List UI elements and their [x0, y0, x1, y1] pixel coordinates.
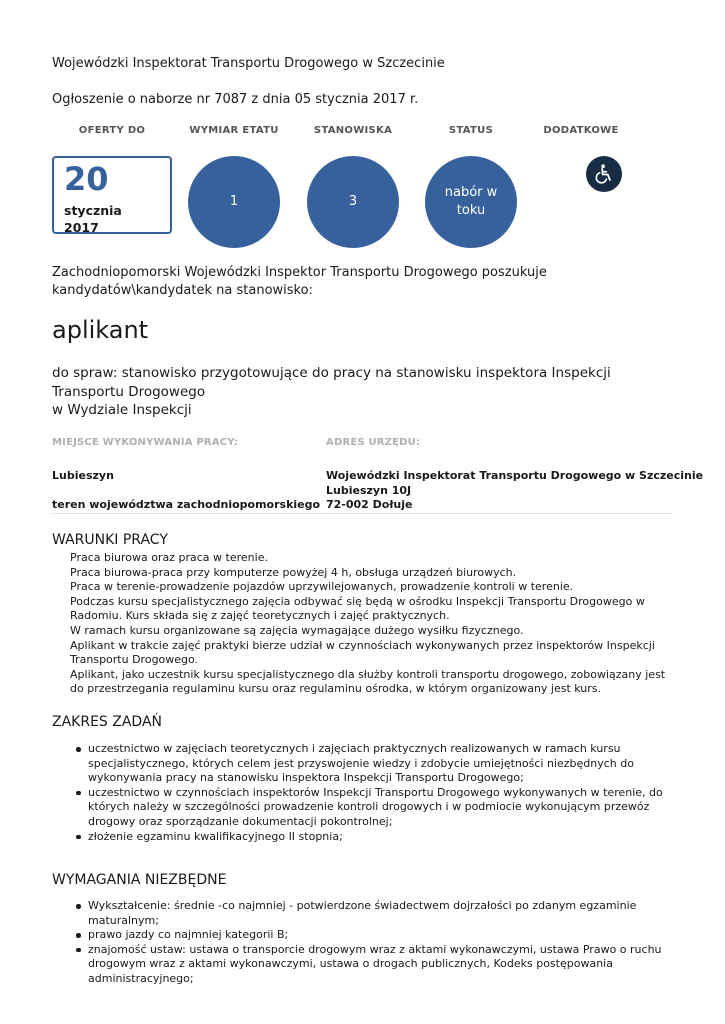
requirements-heading: WYMAGANIA NIEZBĘDNE [52, 872, 227, 888]
office-address-line3: 72-002 Dołuje [326, 498, 413, 511]
job-size-circle [188, 156, 280, 248]
deadline-year: 2017 [64, 220, 99, 235]
duties-list [70, 742, 672, 844]
duties-heading: ZAKRES ZADAŃ [52, 714, 163, 730]
conditions-line: W ramach kursu organizowane są zajęcia wymagające dużego wysiłku fizycznego. [70, 623, 524, 637]
offers-until-label: OFERTY DO [78, 125, 146, 136]
workplace-line1: Lubieszyn [52, 469, 114, 482]
positions-value: 3 [348, 194, 358, 209]
divider [52, 513, 672, 514]
position-subtitle-line1: do spraw: stanowisko przygotowujące do pracy na stanowisku inspektora Inspekcji Transportu Drogowego [52, 365, 611, 400]
positions-label: STANOWISKA [313, 125, 393, 136]
list-item: uczestnictwo w zajęciach teoretycznych i zajęciach praktycznych realizowanych w ramach kursu specjalistycznego, których celem jest przyswojenie wiedzy i zdobycie umiejętności niezbędnych do wykonywania pracy na stanowisku inspektora Inspekcji Transportu Drogowego; [70, 742, 672, 786]
conditions-line: Aplikant w trakcie zajęć praktyki bierze udział w czynnościach wykonywanych przez inspektorów Inspekcji Transportu Drogowego. [70, 638, 655, 667]
deadline-month: stycznia [64, 203, 122, 218]
conditions-heading: WARUNKI PRACY [52, 532, 168, 548]
conditions-line: Podczas kursu specjalistycznego zajęcia odbywać się będą w ośrodku Inspekcji Transportu Drogowego w Radomiu. Kurs składa się z zajęć teoretycznych i zajęć praktycznych. [70, 594, 645, 623]
additional-label: DODATKOWE [543, 125, 619, 136]
workplace-line2: teren województwa zachodniopomorskiego [52, 498, 321, 511]
job-size-label: WYMIAR ETATU [189, 125, 279, 136]
requirements-list [70, 899, 672, 987]
position-subtitle [52, 364, 672, 420]
intro-text: Zachodniopomorski Wojewódzki Inspektor Transportu Drogowego poszukuje kandydatów\kandydatek na stanowisko: [52, 265, 547, 298]
conditions-line: Praca biurowa-praca przy komputerze powyżej 4 h, obsługa urządzeń biurowych. [70, 565, 517, 579]
job-size-value: 1 [229, 194, 239, 209]
deadline-date-box [52, 156, 172, 234]
office-address-line1: Wojewódzki Inspektorat Transportu Drogowego w Szczecinie [326, 469, 704, 482]
conditions-line: Praca w terenie-prowadzenie pojazdów uprzywilejowanych, prowadzenie kontroli w terenie. [70, 580, 574, 594]
wheelchair-icon [586, 156, 622, 192]
announcement-title: Ogłoszenie o naborze nr 7087 z dnia 05 stycznia 2017 r. [52, 92, 419, 107]
office-address-line2: Lubieszyn 10J [326, 483, 412, 497]
position-title: aplikant [52, 316, 149, 344]
list-item: Wykształcenie: średnie -co najmniej - potwierdzone świadectwem dojrzałości po zdanym egzaminie maturalnym; [70, 899, 672, 928]
deadline-day: 20 [64, 160, 109, 198]
position-subtitle-line2: w Wydziale Inspekcji [52, 402, 192, 418]
list-item: znajomość ustaw: ustawa o transporcie drogowym wraz z aktami wykonawczymi, ustawa Prawo o ruchu drogowym wraz z aktami wykonawczymi, ustawa o drogach publicznych, Kodeks postępowania administracyjnego; [70, 943, 672, 987]
office-address-label: ADRES URZĘDU: [326, 437, 421, 448]
list-item: prawo jazdy co najmniej kategorii B; [70, 928, 672, 943]
office-address [326, 469, 703, 513]
status-label: STATUS [448, 125, 494, 136]
conditions-text [70, 551, 672, 697]
institution-name: Wojewódzki Inspektorat Transportu Drogowego w Szczecinie [52, 56, 445, 71]
workplace-label: MIEJSCE WYKONYWANIA PRACY: [52, 437, 239, 448]
conditions-line: Aplikant, jako uczestnik kursu specjalistycznego dla służby kontroli transportu drogowego, zobowiązany jest do przestrzegania regulaminu kursu oraz regulaminu ośrodka, w którym organizowany jest kurs. [70, 667, 666, 696]
conditions-line: Praca biurowa oraz praca w terenie. [70, 551, 268, 564]
status-circle [425, 156, 517, 248]
list-item: złożenie egzaminu kwalifikacyjnego II stopnia; [70, 830, 672, 845]
positions-circle [307, 156, 399, 248]
list-item: uczestnictwo w czynnościach inspektorów Inspekcji Transportu Drogowego wykonywanych w terenie, do których należy w szczególności prowadzenie kontroli drogowych i w podmiocie wykonującym przewóz drogowy oraz sporządzanie dokumentacji pokontrolnej; [70, 786, 672, 830]
status-value: nabór w toku [444, 185, 498, 218]
